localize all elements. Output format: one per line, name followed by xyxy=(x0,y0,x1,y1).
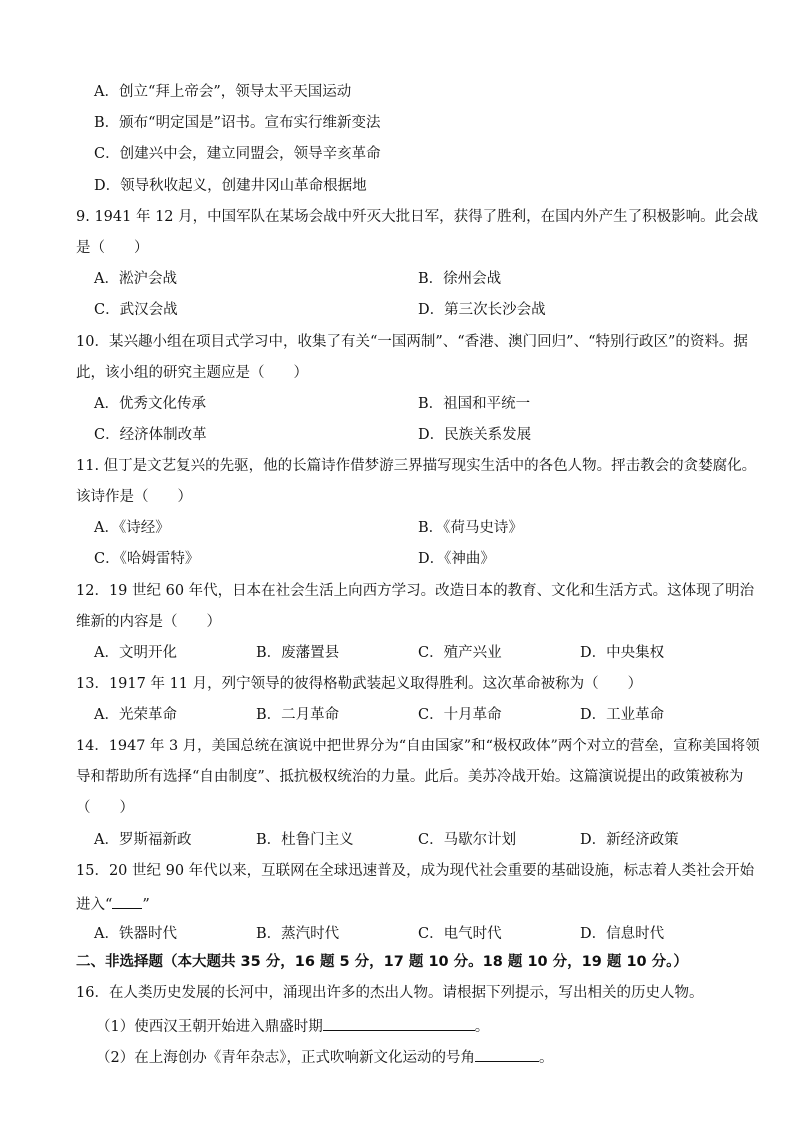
q16-sub2 xyxy=(96,1045,553,1068)
q15-line2-suffix: ” xyxy=(142,897,150,913)
q13-option-b: B．二月革命 xyxy=(256,707,340,723)
q10-option-b: B．祖国和平统一 xyxy=(418,396,531,412)
q9-stem-line1: 9. 1941 年 12 月，中国军队在某场会战中歼灭大批日军，获得了胜利，在国内外产生了积极影响。此会战 xyxy=(76,209,759,225)
q10-option-a: A．优秀文化传承 xyxy=(94,396,206,412)
q13-option-a: A．光荣革命 xyxy=(94,707,177,723)
q16-sub1 xyxy=(96,1014,489,1037)
q16-stem-line1: 16．在人类历史发展的长河中，涌现出许多的杰出人物。请根据下列提示，写出相关的历史人物。 xyxy=(76,985,704,1001)
q15-answer-blank[interactable] xyxy=(112,892,142,909)
q13-option-c: C．十月革命 xyxy=(418,707,502,723)
q14-option-b: B．杜鲁门主义 xyxy=(256,832,354,848)
q9-option-b: B．徐州会战 xyxy=(418,271,502,287)
q12-option-b: B．废藩置县 xyxy=(256,645,340,661)
q16-sub2-blank[interactable] xyxy=(475,1045,539,1062)
q9-stem-line2: 是（ ） xyxy=(76,240,149,256)
q14-stem-line3: （ ） xyxy=(76,800,134,816)
q10-stem-line2: 此，该小组的研究主题应是（ ） xyxy=(76,365,308,381)
q15-stem-line1: 15．20 世纪 90 年代以来，互联网在全球迅速普及，成为现代社会重要的基础设施，标志着人类社会开始 xyxy=(76,863,755,879)
q11-option-c: C．《哈姆雷特》 xyxy=(94,551,200,567)
q15-stem-line2 xyxy=(76,892,150,915)
q16-sub1-end: 。 xyxy=(474,1019,490,1035)
section-2-heading: 二、非选择题（本大题共 35 分，16 题 5 分，17 题 10 分。18 题 10 分，19 题 10 分。） xyxy=(76,954,688,970)
q14-option-c: C．马歇尔计划 xyxy=(418,832,517,848)
q15-line2-prefix: 进入“ xyxy=(76,897,113,913)
q11-stem-line2: 该诗作是（ ） xyxy=(76,489,192,505)
q14-option-d: D．新经济政策 xyxy=(580,832,679,848)
q11-option-b: B．《荷马史诗》 xyxy=(418,520,523,536)
q15-option-d: D．信息时代 xyxy=(580,926,665,942)
q15-option-c: C．电气时代 xyxy=(418,926,502,942)
q10-option-c: C．经济体制改革 xyxy=(94,427,207,443)
q13-stem-line1: 13．1917 年 11 月，列宁领导的彼得格勒武装起义取得胜利。这次革命被称为（ ） xyxy=(76,676,643,692)
q16-sub2-text: （2）在上海创办《青年杂志》，正式吹响新文化运动的号角 xyxy=(96,1050,475,1066)
q10-option-d: D．民族关系发展 xyxy=(418,427,532,443)
q11-stem-line1: 11. 但丁是文艺复兴的先驱，他的长篇诗作借梦游三界描写现实生活中的各色人物。抨击教会的贪婪腐化。 xyxy=(76,458,757,474)
q11-option-a: A．《诗经》 xyxy=(94,520,170,536)
q8-option-d: D．领导秋收起义，创建井冈山革命根据地 xyxy=(94,178,367,194)
q14-option-a: A．罗斯福新政 xyxy=(94,832,192,848)
q8-option-b: B．颁布“明定国是”诏书。宣布实行维新变法 xyxy=(94,115,381,131)
q14-stem-line1: 14．1947 年 3 月，美国总统在演说中把世界分为“自由国家”和“极权政体”两个对立的营垒，宣称美国将领 xyxy=(76,738,760,754)
q8-option-c: C．创建兴中会，建立同盟会，领导辛亥革命 xyxy=(94,146,381,162)
q11-option-d: D．《神曲》 xyxy=(418,551,495,567)
q15-option-a: A．铁器时代 xyxy=(94,926,177,942)
q8-option-a: A．创立“拜上帝会”，领导太平天国运动 xyxy=(94,84,352,100)
q16-sub2-end: 。 xyxy=(538,1050,554,1066)
q9-option-d: D．第三次长沙会战 xyxy=(418,302,546,318)
q15-option-b: B．蒸汽时代 xyxy=(256,926,340,942)
q9-option-c: C．武汉会战 xyxy=(94,302,178,318)
q10-stem-line1: 10．某兴趣小组在项目式学习中，收集了有关“一国两制”、“香港、澳门回归”、“特别行政区”的资料。据 xyxy=(76,334,748,350)
q16-sub1-text: （1）使西汉王朝开始进入鼎盛时期 xyxy=(96,1019,323,1035)
q12-stem-line1: 12．19 世纪 60 年代，日本在社会生活上向西方学习。改造日本的教育、文化和生活方式。这体现了明治 xyxy=(76,583,755,599)
q14-stem-line2: 导和帮助所有选择“自由制度”、抵抗极权统治的力量。此后。美苏冷战开始。这篇演说提出的政策被称为 xyxy=(76,769,744,785)
q9-option-a: A．淞沪会战 xyxy=(94,271,177,287)
q12-option-d: D．中央集权 xyxy=(580,645,665,661)
q16-sub1-blank[interactable] xyxy=(323,1014,475,1031)
q12-option-a: A．文明开化 xyxy=(94,645,177,661)
q13-option-d: D．工业革命 xyxy=(580,707,665,723)
q12-stem-line2: 维新的内容是（ ） xyxy=(76,614,221,630)
q12-option-c: C．殖产兴业 xyxy=(418,645,502,661)
